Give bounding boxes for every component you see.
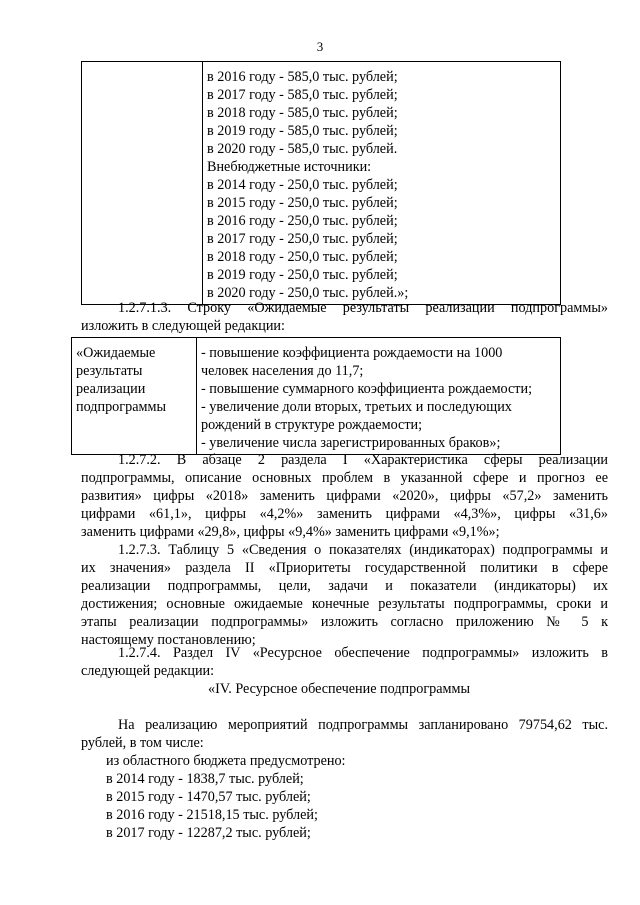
table-line: в 2018 году - 250,0 тыс. рублей;	[207, 249, 398, 265]
paragraph-line: 1.2.7.2. В абзаце 2 раздела I «Характеристика сферы реализации	[118, 452, 608, 468]
table-line: в 2019 году - 250,0 тыс. рублей;	[207, 267, 398, 283]
table-line: - увеличение числа зарегистрированных браков»;	[201, 435, 501, 451]
table-line: в 2015 году - 250,0 тыс. рублей;	[207, 195, 398, 211]
label-line: реализации	[76, 381, 146, 397]
table-line: человек населения до 11,7;	[201, 363, 364, 379]
table-line: в 2016 году - 250,0 тыс. рублей;	[207, 213, 398, 229]
paragraph-1-2-7-4	[81, 644, 608, 680]
paragraph-line: рублей, в том числе:	[81, 735, 204, 751]
paragraph-line: реализации подпрограммы, цели, задачи и показатели (индикаторы) их	[81, 578, 608, 594]
regional-budget-list	[106, 752, 346, 842]
paragraph-line: следующей редакции:	[81, 663, 215, 679]
paragraph-line: На реализацию мероприятий подпрограммы запланировано 79754,62 тыс.	[118, 717, 608, 733]
paragraph-line: развития» цифры «2018» заменить цифрами «2020», цифры «57,2» заменить	[81, 488, 608, 504]
expected-results-values-cell	[197, 338, 561, 455]
paragraph-line: 1.2.7.3. Таблицу 5 «Сведения о показателях (индикаторах) подпрограммы и	[118, 542, 608, 558]
budget-line: в 2017 году - 12287,2 тыс. рублей;	[106, 825, 311, 841]
table-line: в 2019 году - 585,0 тыс. рублей;	[207, 123, 398, 139]
table-line: - увеличение доли вторых, третьих и последующих	[201, 399, 512, 415]
label-line: «Ожидаемые	[76, 345, 156, 361]
table-line: рождений в структуре рождаемости;	[201, 417, 423, 433]
table-line: в 2017 году - 250,0 тыс. рублей;	[207, 231, 398, 247]
paragraph-1-2-7-1-3	[81, 299, 608, 335]
paragraph-line: этапы реализации подпрограммы» изложить согласно приложению № 5 к	[81, 614, 608, 630]
table-line: в 2020 году - 585,0 тыс. рублей.	[207, 141, 398, 157]
budget-line: из областного бюджета предусмотрено:	[106, 753, 346, 769]
table-line: Внебюджетные источники:	[207, 159, 372, 175]
table-line: - повышение суммарного коэффициента рождаемости;	[201, 381, 533, 397]
funding-table-continuation	[81, 61, 561, 305]
table-line: в 2017 году - 585,0 тыс. рублей;	[207, 87, 398, 103]
table-line: - повышение коэффициента рождаемости на 1000	[201, 345, 503, 361]
section-heading: «IV. Ресурсное обеспечение подпрограммы	[208, 681, 471, 697]
page-number: 3	[316, 39, 324, 54]
paragraph-line: подпрограммы, описание основных проблем в указанной сфере и прогноз ее	[81, 470, 608, 486]
paragraph-line: их значения» раздела II «Приоритеты государственной политики в сфере	[81, 560, 608, 576]
table-line: в 2020 году - 250,0 тыс. рублей.»;	[207, 285, 409, 301]
expected-results-label-cell	[72, 338, 197, 455]
paragraph-line: 1.2.7.1.3. Строку «Ожидаемые результаты реализации подпрограммы»	[118, 300, 608, 316]
label-line: результаты	[76, 363, 143, 379]
paragraph-line: заменить цифрами «29,8», цифры «9,4%» заменить цифрами «9,1%»;	[81, 524, 500, 540]
budget-line: в 2015 году - 1470,57 тыс. рублей;	[106, 789, 311, 805]
table-line: в 2018 году - 585,0 тыс. рублей;	[207, 105, 398, 121]
expected-results-table	[71, 337, 561, 455]
paragraph-line: достижения; основные ожидаемые конечные результаты подпрограммы, сроки и	[81, 596, 608, 612]
funding-paragraph	[81, 716, 608, 752]
paragraph-line: настоящему постановлению;	[81, 632, 256, 648]
budget-line: в 2014 году - 1838,7 тыс. рублей;	[106, 771, 304, 787]
table-line: в 2014 году - 250,0 тыс. рублей;	[207, 177, 398, 193]
budget-line: в 2016 году - 21518,15 тыс. рублей;	[106, 807, 318, 823]
paragraph-line: изложить в следующей редакции:	[81, 318, 285, 334]
paragraph-1-2-7-2	[81, 451, 608, 541]
table-line: в 2016 году - 585,0 тыс. рублей;	[207, 69, 398, 85]
empty-label-cell	[82, 62, 203, 305]
paragraph-line: цифрами «61,1», цифры «4,2%» заменить цифрами «4,3%», цифры «31,6»	[81, 506, 608, 522]
paragraph-1-2-7-3	[81, 541, 608, 649]
funding-values-cell	[203, 62, 561, 305]
paragraph-line: 1.2.7.4. Раздел IV «Ресурсное обеспечение подпрограммы» изложить в	[118, 645, 608, 661]
label-line: подпрограммы	[76, 399, 166, 415]
